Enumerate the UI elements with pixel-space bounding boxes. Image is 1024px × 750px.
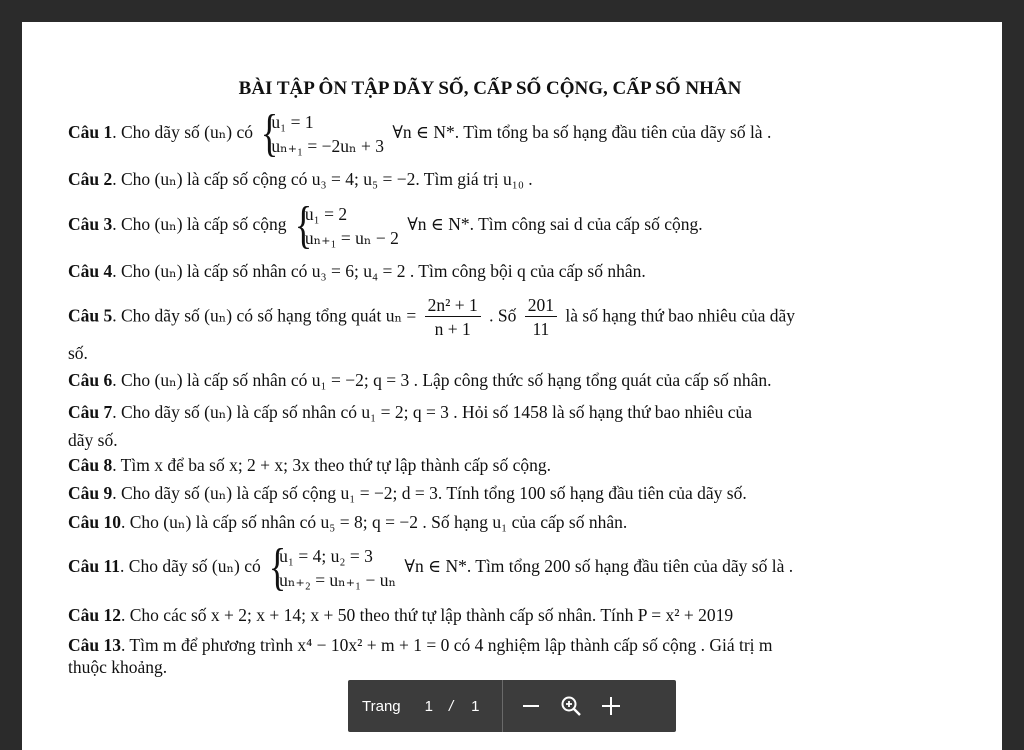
question-label: Câu 5 xyxy=(68,305,113,326)
question-10: Câu 10. Cho (uₙ) là cấp số nhân có u₅ = 8; q = −2 . Số hạng u₁ của cấp số nhân. xyxy=(68,512,628,532)
question-2: Câu 2. Cho (uₙ) là cấp số cộng có u₃ = 4; u₅ = −2. Tìm giá trị u₁₀ . xyxy=(68,169,533,189)
question-label: Câu 7 xyxy=(68,402,113,422)
question-label: Câu 8 xyxy=(68,455,113,475)
question-5: Câu 5. Cho dãy số (uₙ) có số hạng tổng quát uₙ = $\frac{\text{2n² + 1}}{n + 1}$ . Số $\frac{201}{11}$ là số hạng thứ bao nhiêu của dãy xyxy=(68,295,796,339)
question-13: Câu 13. Tìm m để phương trình x⁴ − 10x² + m + 1 = 0 có 4 nghiệm lập thành cấp số cộng . Giá trị m xyxy=(68,635,773,655)
document-title: BÀI TẬP ÔN TẬP DÃY SỐ, CẤP SỐ CỘNG, CẤP SỐ NHÂN xyxy=(238,78,742,99)
question-9: Câu 9. Cho dãy số (uₙ) là cấp số cộng u₁ = −2; d = 3. Tính tổng 100 số hạng đầu tiên của dãy số. xyxy=(68,483,747,503)
current-page-input[interactable]: 1 xyxy=(424,697,433,715)
zoom-in-button[interactable] xyxy=(591,680,631,732)
zoom-icon xyxy=(560,695,582,717)
question-label: Câu 11 xyxy=(68,556,121,577)
question-13-continuation: thuộc khoảng. xyxy=(68,657,168,677)
question-5-continuation: số. xyxy=(68,343,88,363)
question-label: Câu 13 xyxy=(68,635,121,655)
question-1: Câu 1. Cho dãy số (uₙ) có { u₁ = 1 uₙ₊₁ = −2uₙ + 3 ∀n ∈ N*. Tìm tổng ba số hạng đầu tiên của dãy số là . xyxy=(68,110,771,158)
question-7-continuation: dãy số. xyxy=(68,430,118,450)
total-pages: 1 xyxy=(471,697,480,715)
zoom-out-button[interactable] xyxy=(511,680,551,732)
plus-icon xyxy=(601,696,621,716)
page-separator: / xyxy=(448,697,454,715)
fraction: $\frac{201}{11}$ xyxy=(525,294,557,341)
fraction: $\frac{\text{2n² + 1}}{n + 1}$ xyxy=(425,294,481,341)
zoom-button[interactable] xyxy=(551,680,591,732)
question-12: Câu 12. Cho các số x + 2; x + 14; x + 50 theo thứ tự lập thành cấp số nhân. Tính P = x² + 2019 xyxy=(68,605,734,625)
question-label: Câu 6 xyxy=(68,370,113,390)
question-4: Câu 4. Cho (uₙ) là cấp số nhân có u₃ = 6; u₄ = 2 . Tìm công bội q của cấp số nhân. xyxy=(68,261,646,281)
question-label: Câu 3 xyxy=(68,214,113,235)
question-label: Câu 10 xyxy=(68,512,121,532)
equation-system: { u₁ = 1 uₙ₊₁ = −2uₙ + 3 xyxy=(261,110,384,158)
question-6: Câu 6. Cho (uₙ) là cấp số nhân có u₁ = −2; q = 3 . Lập công thức số hạng tổng quát của cấp số nhân. xyxy=(68,370,772,390)
question-8: Câu 8. Tìm x để ba số x; 2 + x; 3x theo thứ tự lập thành cấp số cộng. xyxy=(68,455,551,475)
question-label: Câu 12 xyxy=(68,605,121,625)
question-7: Câu 7. Cho dãy số (uₙ) là cấp số nhân có u₁ = 2; q = 3 . Hỏi số 1458 là số hạng thứ bao nhiêu của xyxy=(68,402,752,422)
equation-system: { u₁ = 4; u₂ = 3 uₙ₊₂ = uₙ₊₁ − uₙ xyxy=(269,544,396,592)
question-3: Câu 3. Cho (uₙ) là cấp số cộng { u₁ = 2 uₙ₊₁ = uₙ − 2 ∀n ∈ N*. Tìm công sai d của cấp số cộng. xyxy=(68,202,703,250)
question-11: Câu 11. Cho dãy số (uₙ) có { u₁ = 4; u₂ = 3 uₙ₊₂ = uₙ₊₁ − uₙ ∀n ∈ N*. Tìm tổng 200 số hạng đầu tiên của dãy số là . xyxy=(68,544,793,592)
question-label: Câu 1 xyxy=(68,122,113,143)
page-label: Trang xyxy=(362,697,401,715)
question-label: Câu 4 xyxy=(68,261,113,281)
equation-system: { u₁ = 2 uₙ₊₁ = uₙ − 2 xyxy=(295,202,399,250)
toolbar-divider xyxy=(502,680,503,732)
question-label: Câu 9 xyxy=(68,483,113,503)
question-label: Câu 2 xyxy=(68,169,113,189)
viewer-toolbar xyxy=(348,680,676,732)
minus-icon xyxy=(522,697,540,715)
